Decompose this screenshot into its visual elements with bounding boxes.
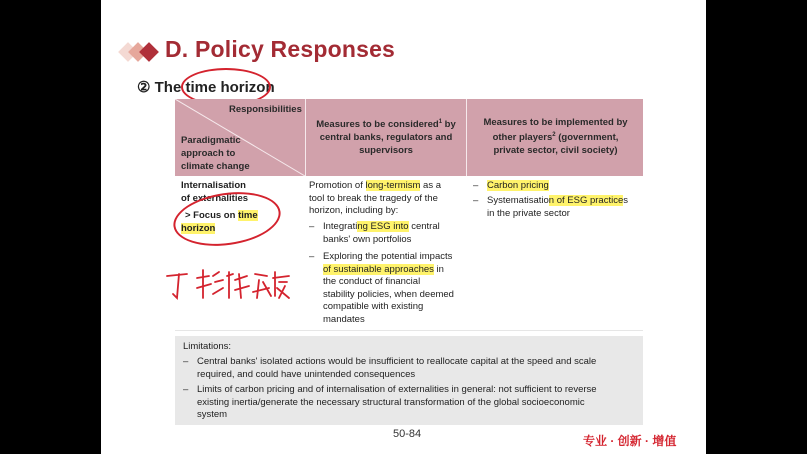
col2-intro: Promotion of long-termism as a tool to break the tragedy of the horizon, including by: (309, 180, 442, 216)
slide-title: D. Policy Responses (165, 36, 396, 62)
col2-bullet-esg: Integrating ESG into central banks' own portfolios (323, 221, 440, 245)
limitations-box: Limitations: – Central banks' isolated actions would be insufficient to reallocate capital at the speed and scale required, and could have unintended consequences – Limits of carbon pricing and of internalisation of externalities in general: not sufficient to reverse existing inertia/generate the necessary structural transformation of the global socioeconomic system (175, 336, 643, 425)
subtitle-highlight: time horizon (185, 79, 275, 96)
row-divider (175, 330, 643, 331)
subtitle-prefix: The (154, 79, 186, 96)
page-number: 50-84 (393, 428, 422, 440)
header-responsibilities: Responsibilities (229, 104, 302, 115)
bullet-dash: – (309, 251, 315, 262)
row-paradigm-cell: Internalisation of externalities (181, 180, 249, 204)
slide (101, 0, 706, 454)
limitations-title: Limitations: (183, 341, 232, 352)
focus-time-horizon: > Focus on time horizon (181, 210, 258, 234)
limitation-item: Limits of carbon pricing and of internalisation of externalities in general: not sufficient to reverse existing inertia/generate the necessary structural transformation of the global socioeconomic system (197, 384, 597, 420)
bullet-dash: – (309, 221, 315, 232)
bullet-dash: – (473, 195, 479, 206)
handwritten-annotation-icon (163, 264, 293, 306)
bullet-dash: – (473, 180, 479, 191)
col2-bullet-sustainable: Exploring the potential impacts of sustainable approaches in the conduct of financial stability policies, when deemed compatible with existing mandates (323, 251, 454, 325)
limitation-item: Central banks' isolated actions would be insufficient to reallocate capital at the speed and scale required, and could have unintended consequences (197, 356, 597, 380)
col3-bullet-esg: Systematisation of ESG practices in the private sector (487, 195, 628, 219)
footer-slogan: 专业 · 创新 · 增值 (583, 434, 677, 448)
title-diamond-icon (119, 40, 161, 64)
subtitle-number: ② (137, 79, 151, 96)
table-header (175, 99, 643, 176)
header-col-implemented: Measures to be implemented by other players$^2$ (government, private sector, civil society) (466, 99, 644, 176)
col3-bullet-carbon: Carbon pricing (487, 180, 549, 191)
header-paradigm: Paradigmatic approach to climate change (181, 135, 250, 172)
header-col-considered: Measures to be considered$^1$ by central banks, regulators and supervisors (305, 99, 466, 176)
